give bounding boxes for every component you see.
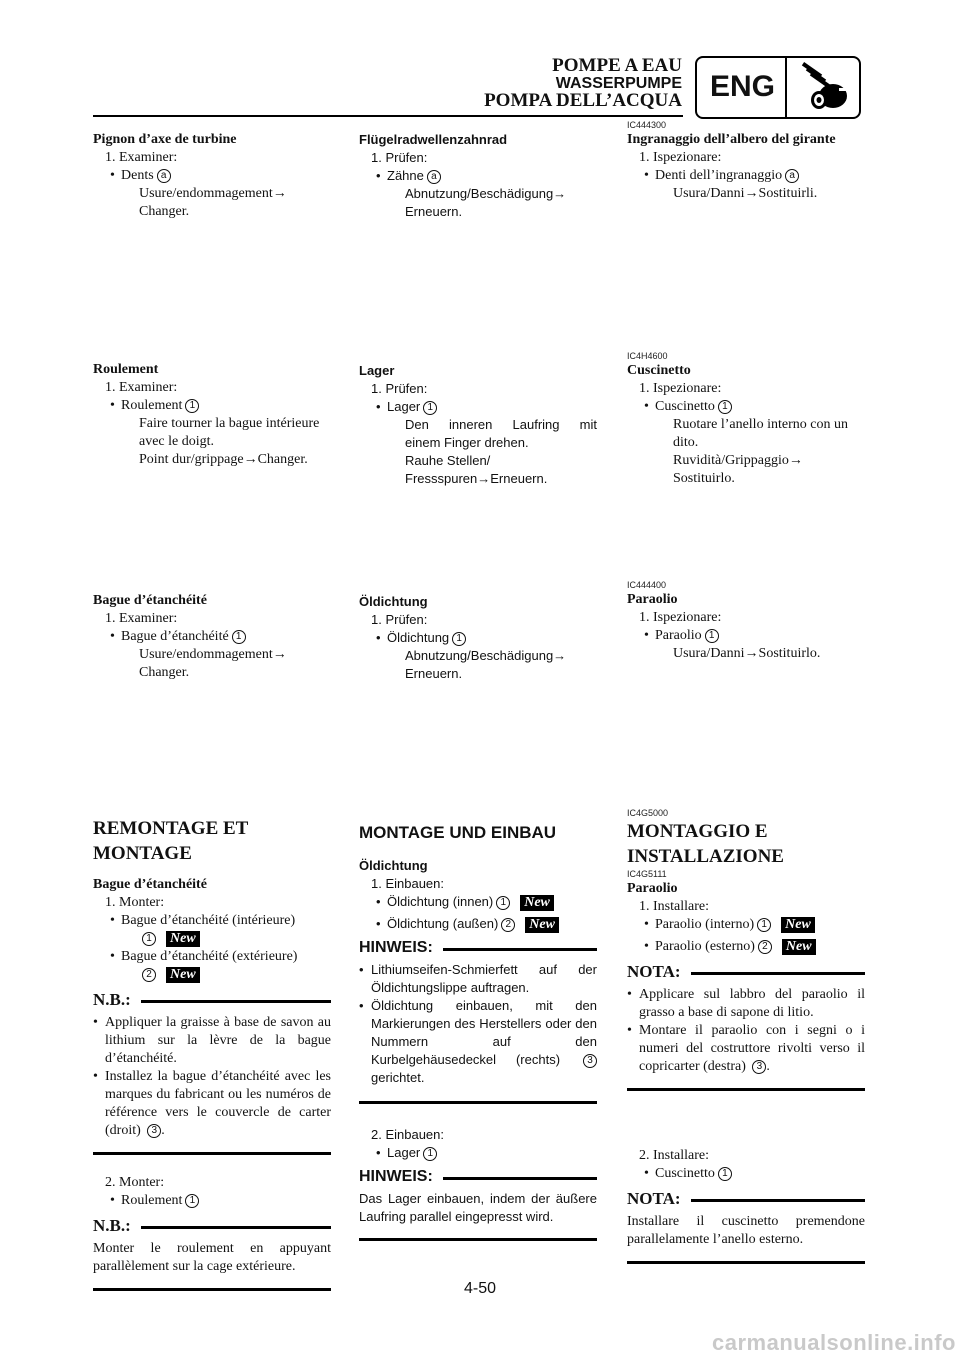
new-badge: New <box>520 895 554 911</box>
de-install-step2: 2. Einbauen: <box>371 1127 445 1142</box>
fr-section-bearing-install <box>93 1174 331 1291</box>
fr-note2-header: N.B.: <box>93 1216 331 1236</box>
it-seal-code: IC444400 <box>627 580 667 590</box>
it-install-step2: 2. Installare: <box>639 1148 709 1163</box>
it-gear-title: Ingranaggio dell’albero del girante <box>627 132 836 147</box>
it-note2-header: NOTA: <box>627 1189 865 1209</box>
fr-section-assembly <box>93 816 331 1155</box>
it-gear-bullet: • Denti dell’ingranaggio a <box>627 167 865 185</box>
fr-bearing-title: Roulement <box>93 362 159 377</box>
fr-note-header: N.B.: <box>93 990 331 1010</box>
fr-pinion-line1: Usure/endommagement→ <box>139 186 287 201</box>
de-assembly-step: 1. Einbauen: <box>371 876 445 891</box>
ref-2: 2 <box>758 940 772 954</box>
ref-2: 2 <box>501 918 515 932</box>
fr-section-bearing <box>93 361 331 469</box>
fr-bearing-line1: Faire tourner la bague intérieure <box>139 416 320 431</box>
it-bearing-line3: Ruvidità/Grippaggio→ <box>673 453 803 468</box>
ref-1: 1 <box>757 918 771 932</box>
fr-assembly-heading2: MONTAGE <box>93 843 192 864</box>
it-section-gear <box>627 120 865 203</box>
de-bearing-bullet: • Lager 1 <box>359 398 597 416</box>
de-bearing-title: Lager <box>359 363 395 378</box>
fr-bearing-line3: Point dur/grippage→Changer. <box>139 452 308 467</box>
engine-wrench-icon <box>793 62 857 114</box>
de-gear-title: Flügelradwellenzahnrad <box>359 132 508 147</box>
ref-a: a <box>427 170 441 184</box>
fr-assembly-bullet1: • Bague d’étanchéité (intérieure) <box>93 912 331 930</box>
fr-section-pinion <box>93 131 331 221</box>
page-number: 4-50 <box>463 1280 497 1297</box>
it-section-bearing-install <box>627 1147 865 1264</box>
ref-a: a <box>157 169 171 183</box>
it-assembly-heading1: MONTAGGIO E <box>627 821 768 842</box>
eng-badge <box>695 56 861 119</box>
it-note2-end-rule <box>627 1261 865 1264</box>
de-bearing-line3: Rauhe Stellen/ <box>405 453 491 468</box>
it-bearing-line4: Sostituirlo. <box>673 471 735 486</box>
new-badge: New <box>166 931 200 947</box>
ref-1: 1 <box>232 630 246 644</box>
fr-note-item1: • Appliquer la graisse à base de savon au lithium sur la lèvre de la bague d’étanchéité. <box>93 1014 331 1068</box>
de-assembly-title: Öldichtung <box>359 858 428 873</box>
de-seal-title: Öldichtung <box>359 594 428 609</box>
it-seal-step: 1. Ispezionare: <box>639 610 722 625</box>
de-note2-header: HINWEIS: <box>359 1168 597 1186</box>
ref-1: 1 <box>185 1194 199 1208</box>
de-section-seal <box>359 593 597 683</box>
new-badge: New <box>166 967 200 983</box>
ref-1: 1 <box>718 400 732 414</box>
it-install-bullet3: • Cuscinetto 1 <box>627 1165 865 1183</box>
fr-seal-bullet: • Bague d’étanchéité 1 <box>93 628 331 646</box>
it-assembly-bullet2: • Paraolio (esterno) 2 New <box>627 938 865 956</box>
it-note-item2: • Montare il paraolio con i segni o i numeri del costruttore rivolti verso il copricarter (destra) 3 . <box>627 1022 865 1076</box>
ref-1: 1 <box>452 632 466 646</box>
fr-section-seal <box>93 592 331 682</box>
de-assembly-heading: MONTAGE UND EINBAU <box>359 823 557 842</box>
ref-1: 1 <box>423 1147 437 1161</box>
header-title-fr: POMPE A EAU <box>552 55 682 76</box>
new-badge: New <box>782 939 816 955</box>
de-seal-line1: Abnutzung/Beschädigung→ <box>405 648 567 663</box>
de-section-gear <box>359 131 597 221</box>
it-bearing-bullet: • Cuscinetto 1 <box>627 398 865 416</box>
de-note-end-rule <box>359 1101 597 1104</box>
fr-bearing-step: 1. Examiner: <box>105 380 178 395</box>
fr-seal-line1: Usure/endommagement→ <box>139 647 287 662</box>
watermark: carmanualsonline.info <box>712 1330 956 1355</box>
it-section-bearing <box>627 351 865 488</box>
de-seal-bullet: • Öldichtung 1 <box>359 629 597 647</box>
fr-pinion-line2: Changer. <box>139 204 190 219</box>
it-gear-code: IC444300 <box>627 120 667 130</box>
ref-1: 1 <box>718 1167 732 1181</box>
fr-assembly-bullet2-ref <box>93 966 331 984</box>
de-note-item1: • Lithiumseifen-Schmierfett auf der Öldichtungslippe auftragen. <box>359 961 597 997</box>
it-assembly-bullet1: • Paraolio (interno) 1 New <box>627 916 865 934</box>
it-note-header: NOTA: <box>627 962 865 982</box>
it-bearing-line1: Ruotare l’anello interno con un <box>673 417 848 432</box>
ref-a: a <box>785 169 799 183</box>
de-bearing-line1: Den inneren Laufring mit <box>405 417 597 432</box>
de-section-bearing-install <box>359 1126 597 1241</box>
ref-1: 1 <box>496 896 510 910</box>
de-gear-line1: Abnutzung/Beschädigung→ <box>405 186 567 201</box>
it-bearing-line2: dito. <box>673 435 699 450</box>
fr-assembly-step: 1. Monter: <box>105 895 165 910</box>
new-badge: New <box>781 917 815 933</box>
it-bearing-step: 1. Ispezionare: <box>639 381 722 396</box>
ref-1: 1 <box>185 399 199 413</box>
ref-1: 1 <box>705 629 719 643</box>
fr-pinion-bullet: • Dents a <box>93 167 331 185</box>
fr-assembly-title: Bague d’étanchéité <box>93 877 207 892</box>
header-rule <box>93 115 683 117</box>
de-bearing-step: 1. Prüfen: <box>371 381 428 396</box>
it-note2-text: Installare il cuscinetto premendone parallelamente l’anello esterno. <box>627 1214 865 1247</box>
de-section-bearing <box>359 362 597 488</box>
fr-bearing-bullet: • Roulement 1 <box>93 397 331 415</box>
ref-3: 3 <box>583 1054 597 1068</box>
ref-3: 3 <box>752 1060 766 1074</box>
ref-1: 1 <box>423 401 437 415</box>
de-seal-line2: Erneuern. <box>405 666 463 681</box>
de-assembly-bullet2: • Öldichtung (außen) 2 New <box>359 915 597 933</box>
fr-assembly-bullet2: • Bague d’étanchéité (extérieure) <box>93 948 331 966</box>
it-seal-bullet: • Paraolio 1 <box>627 627 865 645</box>
fr-pinion-title: Pignon d’axe de turbine <box>93 132 237 147</box>
de-bearing-line2: einem Finger drehen. <box>405 435 529 450</box>
it-seal-title: Paraolio <box>627 592 678 607</box>
header-title-it: POMPA DELL’ACQUA <box>484 90 682 111</box>
de-note-header: HINWEIS: <box>359 939 597 957</box>
header-title-de: WASSERPUMPE <box>555 75 682 92</box>
de-gear-bullet: • Zähne a <box>359 167 597 185</box>
de-note2-end-rule <box>359 1238 597 1241</box>
fr-seal-title: Bague d’étanchéité <box>93 593 207 608</box>
fr-note-end-rule <box>93 1152 331 1155</box>
fr-install-bullet3: • Roulement 1 <box>93 1192 331 1210</box>
it-section-seal <box>627 580 865 663</box>
de-gear-step: 1. Prüfen: <box>371 150 428 165</box>
eng-label: ENG <box>709 70 775 103</box>
de-install-bullet3: • Lager 1 <box>359 1144 597 1162</box>
it-gear-line1: Usura/Danni→Sostituirli. <box>673 186 818 201</box>
it-note-item1: • Applicare sul labbro del paraolio il grasso a base di sapone di litio. <box>627 986 865 1022</box>
it-gear-step: 1. Ispezionare: <box>639 150 722 165</box>
it-assembly-step: 1. Installare: <box>639 899 709 914</box>
ref-1: 1 <box>142 932 156 946</box>
fr-install-step2: 2. Monter: <box>105 1175 165 1190</box>
fr-note-item2: • Installez la bague d’étanchéité avec les marques du fabricant ou les numéros de référence vers le couvercle de carter (droit) 3 . <box>93 1068 331 1140</box>
de-seal-step: 1. Prüfen: <box>371 612 428 627</box>
it-note-end-rule <box>627 1088 865 1091</box>
ref-2: 2 <box>142 968 156 982</box>
de-note-item2: • Öldichtung einbauen, mit den Markierungen des Herstellers oder den Nummern auf den Kurbelgehäusedeckel (rechts) 3 gerichtet. <box>359 997 597 1087</box>
fr-assembly-bullet1-ref <box>93 930 331 948</box>
de-note2-text: Das Lager einbauen, indem der äußere Laufring parallel eingepresst wird. <box>359 1191 597 1224</box>
fr-seal-step: 1. Examiner: <box>105 611 178 626</box>
de-assembly-bullet1: • Öldichtung (innen) 1 New <box>359 893 597 911</box>
fr-seal-line2: Changer. <box>139 665 190 680</box>
it-assembly-heading2: INSTALLAZIONE <box>627 846 784 867</box>
it-assembly-code2: IC4G5111 <box>627 869 667 879</box>
de-bearing-line4: Fressspuren→Erneuern. <box>405 471 548 486</box>
fr-assembly-heading1: REMONTAGE ET <box>93 818 249 839</box>
fr-note2-text: Monter le roulement en appuyant parallèlement sur la cage extérieure. <box>93 1241 331 1274</box>
it-assembly-code: IC4G5000 <box>627 808 669 818</box>
fr-bearing-line2: avec le doigt. <box>139 434 215 449</box>
de-gear-line2: Erneuern. <box>405 204 463 219</box>
fr-pinion-step: 1. Examiner: <box>105 150 178 165</box>
it-bearing-title: Cuscinetto <box>627 363 691 378</box>
it-assembly-title: Paraolio <box>627 881 678 896</box>
new-badge: New <box>525 917 559 933</box>
de-section-assembly <box>359 821 597 1104</box>
it-bearing-code: IC4H4600 <box>627 351 668 361</box>
badge-divider <box>785 58 787 117</box>
it-seal-line1: Usura/Danni→Sostituirlo. <box>673 646 821 661</box>
it-section-assembly <box>627 808 865 1091</box>
ref-3: 3 <box>147 1124 161 1138</box>
